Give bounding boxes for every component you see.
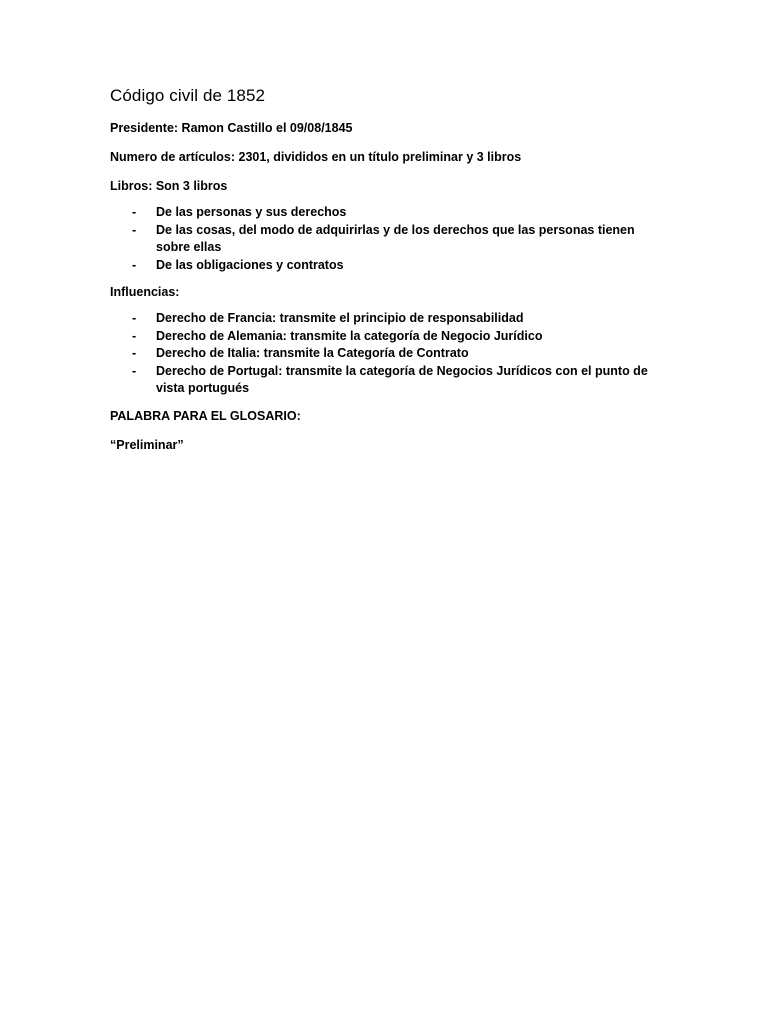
document-title: Código civil de 1852 bbox=[110, 86, 266, 105]
list-item bbox=[110, 345, 668, 363]
list-item bbox=[110, 222, 668, 257]
list-item bbox=[110, 310, 668, 328]
list-item-text: De las cosas, del modo de adquirirlas y de los derechos que las personas tienen sobre ellas bbox=[156, 222, 635, 254]
bullet-dash: - bbox=[132, 222, 137, 237]
list-item bbox=[110, 257, 668, 275]
influences-heading: Influencias: bbox=[110, 285, 180, 299]
influences-list bbox=[110, 310, 670, 398]
bullet-dash: - bbox=[132, 328, 137, 343]
list-item-text: De las obligaciones y contratos bbox=[156, 257, 344, 272]
document-body bbox=[110, 84, 670, 466]
list-item-text: De las personas y sus derechos bbox=[156, 205, 347, 219]
bullet-dash: - bbox=[132, 311, 137, 325]
list-item-text: Derecho de Portugal: transmite la categoría de Negocios Jurídicos con el punto de vista portugués bbox=[156, 363, 648, 395]
list-item-text: Derecho de Italia: transmite la Categoría de Contrato bbox=[156, 346, 469, 360]
list-item-text: Derecho de Alemania: transmite la categoría de Negocio Jurídico bbox=[156, 328, 543, 343]
books-heading: Libros: Son 3 libros bbox=[110, 179, 228, 193]
list-item-text: Derecho de Francia: transmite el principio de responsabilidad bbox=[156, 311, 524, 325]
books-list bbox=[110, 204, 670, 274]
glossary-heading: PALABRA PARA EL GLOSARIO: bbox=[110, 408, 301, 423]
articles-line: Numero de artículos: 2301, divididos en un título preliminar y 3 libros bbox=[110, 150, 522, 164]
bullet-dash: - bbox=[132, 346, 137, 360]
bullet-dash: - bbox=[132, 257, 137, 272]
president-line: Presidente: Ramon Castillo el 09/08/1845 bbox=[110, 121, 353, 135]
glossary-word: “Preliminar” bbox=[110, 437, 184, 452]
bullet-dash: - bbox=[132, 363, 137, 378]
list-item bbox=[110, 328, 668, 346]
list-item bbox=[110, 204, 668, 222]
list-item bbox=[110, 363, 668, 398]
bullet-dash: - bbox=[132, 205, 137, 219]
